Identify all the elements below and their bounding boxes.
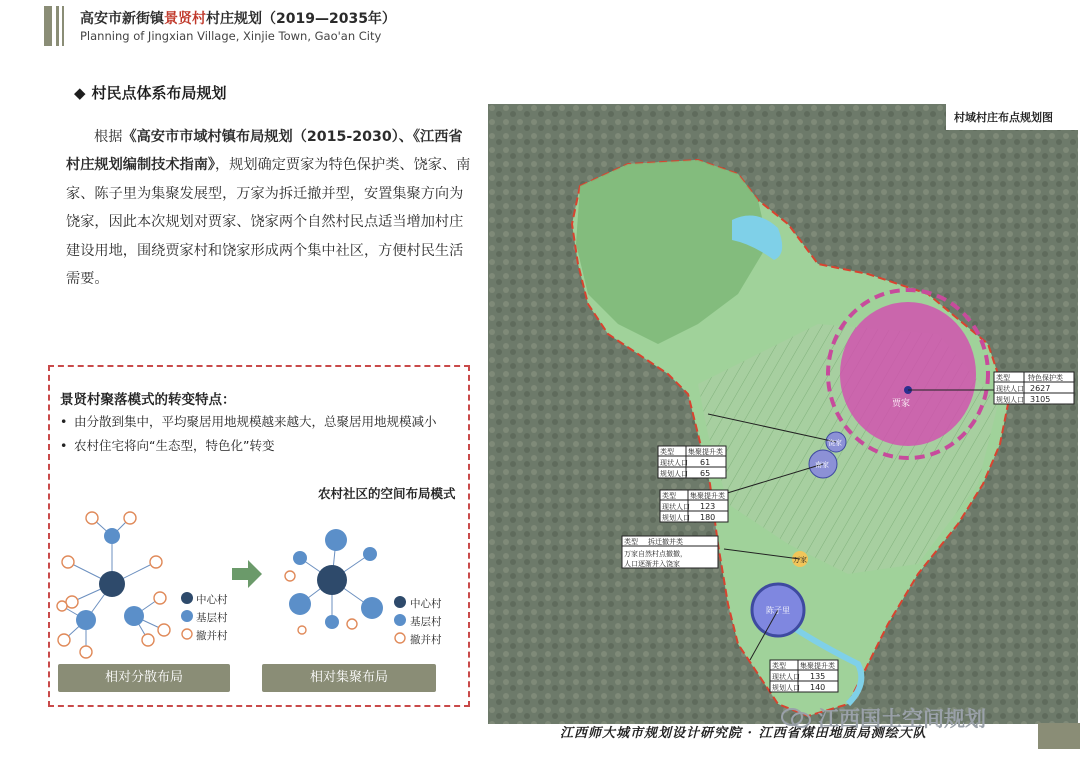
place-rao: 饶家 [828, 439, 842, 447]
feature-bullet-text: 由分散到集中，平均聚居用地规模越来越大，总聚居用地规模减小 [74, 414, 437, 429]
legend-label-removed-right: 撤并村 [410, 634, 442, 646]
svg-text:180: 180 [700, 513, 716, 522]
svg-text:135: 135 [810, 672, 826, 681]
legend-label-base: 基层村 [196, 612, 228, 624]
watermark [780, 703, 986, 733]
svg-text:3105: 3105 [1030, 395, 1051, 404]
svg-text:现状人口: 现状人口 [660, 459, 688, 467]
transition-arrow-icon [232, 560, 262, 588]
diamond-bullet-icon: ◆ [74, 84, 86, 102]
svg-text:类型: 类型 [996, 374, 1010, 382]
legend-label-center: 中心村 [196, 594, 228, 606]
clustered-layout [285, 529, 383, 634]
section-title-text: 村民点体系布局规划 [91, 84, 227, 102]
legend-label-center-right: 中心村 [410, 598, 442, 610]
svg-text:特色保护类: 特色保护类 [1028, 374, 1063, 382]
svg-text:万家自然村点撤撤，: 万家自然村点撤撤， [624, 550, 687, 558]
svg-text:集聚提升类: 集聚提升类 [690, 492, 725, 500]
svg-text:规划人口: 规划人口 [772, 684, 800, 692]
section-paragraph [66, 123, 476, 293]
page-title [80, 8, 396, 28]
svg-text:集聚提升类: 集聚提升类 [800, 662, 835, 670]
features-title: 景贤村聚落模式的转变特点： [60, 392, 236, 408]
page-subtitle: Planning of Jingxian Village, Xinjie Town, Gao'an City [80, 29, 382, 43]
paragraph-rest: ，规划确定贾家为特色保护类、饶家、南家、陈子里为集聚发展型，万家为拆迁撤并型，安置集聚方向为饶家，因此本次规划对贾家、饶家两个自然村民点适当增加村庄建设用地，围绕贾家村和饶家形成两个集中社区，方便村民生活需要。 [66, 157, 471, 288]
svg-text:现状人口: 现状人口 [772, 673, 800, 681]
svg-text:类型: 类型 [662, 492, 676, 500]
svg-text:类型: 类型 [624, 538, 638, 546]
title-prefix: 高安市新街镇 [80, 11, 164, 27]
feature-bullet: • 农村住宅将向“生态型，特色化”转变 [60, 438, 275, 453]
wechat-icon [780, 707, 812, 729]
legend-label-base-right: 基层村 [410, 616, 442, 628]
svg-text:类型: 类型 [660, 448, 674, 456]
paragraph-lead: 根据 [94, 129, 123, 145]
diagram-title: 农村社区的空间布局模式 [318, 486, 456, 501]
place-nan: 南家 [815, 461, 829, 469]
svg-text:规划人口: 规划人口 [662, 514, 690, 522]
header-accent-bars [44, 6, 68, 46]
diagram-legend-right [394, 596, 406, 643]
place-chen: 陈子里 [766, 606, 790, 615]
clustered-caption: 相对集聚布局 [262, 664, 436, 692]
watermark-text: 江西国土空间规划 [818, 707, 986, 731]
svg-text:65: 65 [700, 469, 711, 478]
svg-text:拆迁撤并类: 拆迁撤并类 [648, 538, 683, 546]
svg-text:140: 140 [810, 683, 826, 692]
svg-text:集聚提升类: 集聚提升类 [688, 448, 723, 456]
paragraph-bold: 《高安市市域村镇布局规划（2015-2030）、《江西省村庄规划编制技术指南》 [66, 129, 463, 174]
place-jia: 贾家 [892, 399, 911, 409]
svg-text:规划人口: 规划人口 [660, 470, 688, 478]
title-suffix: 村庄规划（2019—2035年） [206, 11, 396, 27]
place-wan: 万家 [793, 556, 807, 564]
svg-text:61: 61 [700, 458, 711, 467]
title-highlight: 景贤村 [164, 11, 206, 27]
village-layout-map [488, 104, 1078, 724]
feature-bullet-text: 农村住宅将向“生态型，特色化”转变 [74, 438, 275, 453]
svg-text:类型: 类型 [772, 662, 786, 670]
svg-text:现状人口: 现状人口 [996, 385, 1024, 393]
svg-text:2627: 2627 [1030, 384, 1051, 393]
svg-text:123: 123 [700, 502, 716, 511]
map-title: 村域村庄布点规划图 [954, 111, 1053, 124]
diagram-legend-left [181, 592, 193, 639]
svg-text:规划人口: 规划人口 [996, 396, 1024, 404]
scattered-caption: 相对分散布局 [58, 664, 230, 692]
page-corner-tab [1038, 723, 1080, 749]
feature-bullet: • 由分散到集中，平均聚居用地规模越来越大，总聚居用地规模减小 [60, 414, 437, 429]
scattered-layout [57, 512, 170, 658]
section-title [74, 82, 227, 103]
svg-text:现状人口: 现状人口 [662, 503, 690, 511]
credits-footer: 江西师大城市规划设计研究院 · 江西省煤田地质局测绘大队 [560, 726, 927, 741]
legend-label-removed: 撤并村 [196, 630, 228, 642]
svg-text:人口逐渐并入饶家: 人口逐渐并入饶家 [624, 560, 680, 568]
